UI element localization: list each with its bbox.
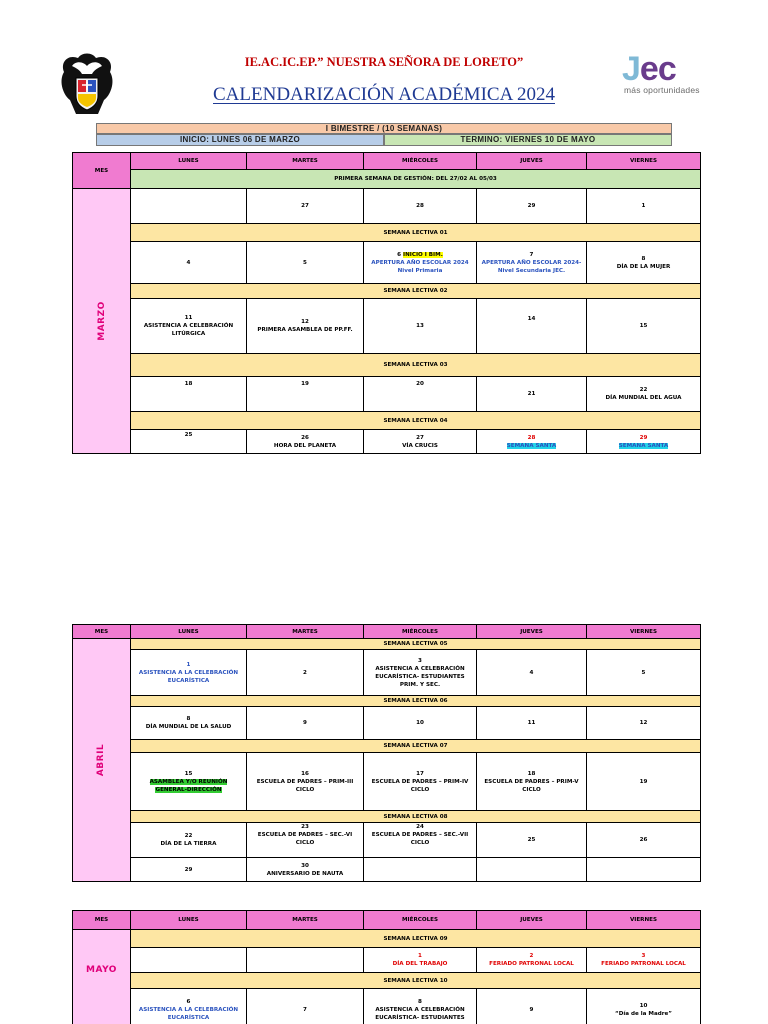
day-cell: 25: [477, 823, 587, 858]
day-cell: 19: [247, 377, 364, 412]
bimestre-title: I BIMESTRE / (10 SEMANAS): [96, 123, 672, 134]
day-cell-event: [247, 823, 364, 858]
day-cell: [131, 948, 247, 973]
day-cell: [477, 858, 587, 882]
document-header: [0, 0, 768, 120]
event-text: ESCUELA DE PADRES – PRIM-IV CICLO: [371, 778, 469, 793]
day-cell-event: [587, 377, 701, 412]
event-text: ANIVERSARIO DE NAUTA: [266, 870, 344, 877]
day-number: 16: [301, 770, 309, 777]
month-cell-marzo: [73, 189, 131, 454]
day-cell-event: [247, 858, 364, 882]
semana-row: SEMANA LECTIVA 03: [131, 354, 701, 377]
day-cell-event: [477, 242, 587, 284]
semana-row: SEMANA LECTIVA 01: [131, 224, 701, 242]
day-number: 11: [184, 315, 193, 321]
day-cell: 7: [247, 989, 364, 1024]
semana-row: SEMANA LECTIVA 04: [131, 412, 701, 430]
day-cell: 9: [247, 707, 364, 740]
day-cell-event: [131, 753, 247, 811]
bimestre-inicio: INICIO: LUNES 06 DE MARZO: [96, 134, 384, 146]
day-cell: [587, 858, 701, 882]
day-number: 8: [186, 716, 191, 722]
day-cell: 9: [477, 989, 587, 1024]
calendar-table-marzo: [72, 152, 701, 454]
month-label: MARZO: [96, 300, 107, 341]
day-cell: 2: [247, 650, 364, 696]
day-cell-event: [247, 753, 364, 811]
table-header-row: [73, 911, 701, 930]
day-cell: 1: [587, 189, 701, 224]
day-cell: [131, 189, 247, 224]
event-text: ASISTENCIA A CELEBRACIÓN EUCARÍSTICA- ESTUDIANTES: [375, 1006, 465, 1021]
gestion-row: PRIMERA SEMANA DE GESTIÓN: DEL 27/02 AL 05/03: [131, 170, 701, 189]
col-jueves: JUEVES: [477, 625, 587, 639]
col-lunes: LUNES: [131, 625, 247, 639]
calendar-table-mayo: [72, 910, 701, 1024]
day-cell: 4: [131, 242, 247, 284]
day-number: 28: [527, 434, 536, 441]
event-text: DÍA DE LA MUJER: [616, 263, 671, 270]
col-jueves: JUEVES: [477, 153, 587, 170]
day-cell-event: [364, 948, 477, 973]
day-number: 17: [416, 770, 424, 777]
day-number: 29: [639, 434, 648, 441]
event-text: HORA DEL PLANETA: [273, 442, 337, 449]
day-number: 26: [301, 434, 309, 441]
semana-row: SEMANA LECTIVA 07: [131, 740, 701, 753]
day-cell: 27: [247, 189, 364, 224]
day-number: 23: [301, 824, 309, 830]
inicio-badge: INICIO I BIM.: [403, 251, 443, 258]
day-cell-event: [131, 299, 247, 354]
day-cell-event: [131, 823, 247, 858]
day-number: 3: [641, 953, 646, 959]
table-header-row: [73, 153, 701, 170]
event-text: APERTURA AÑO ESCOLAR 2024-Nivel Secundaria JEC.: [481, 259, 582, 274]
day-number: 12: [301, 319, 309, 325]
day-cell: 5: [247, 242, 364, 284]
day-cell-event: [364, 989, 477, 1024]
month-label: MAYO: [86, 965, 117, 975]
event-text: ESCUELA DE PADRES – PRIM-III CICLO: [256, 778, 354, 793]
event-text: ESCUELA DE PADRES – SEC.-VI CICLO: [257, 832, 353, 846]
jec-logo: [618, 50, 740, 96]
month-cell-mayo: [73, 930, 131, 1024]
day-cell: 14: [477, 299, 587, 354]
page-title: CALENDARIZACIÓN ACADÉMICA 2024: [213, 84, 555, 105]
semana-santa-badge: SEMANA SANTA: [506, 442, 557, 449]
day-number: 22: [184, 833, 193, 839]
day-cell: 29: [131, 858, 247, 882]
col-mes: MES: [73, 625, 131, 639]
day-number: 15: [184, 770, 193, 777]
day-cell-event: [477, 753, 587, 811]
day-cell-event: [247, 299, 364, 354]
asamblea-badge: ASAMBLEA Y/O REUNIÓN GENERAL-DIRECCIÓN: [149, 778, 228, 793]
day-cell-event: [364, 823, 477, 858]
day-cell: 12: [587, 707, 701, 740]
semana-row: SEMANA LECTIVA 06: [131, 696, 701, 707]
day-cell: 4: [477, 650, 587, 696]
day-cell: 15: [587, 299, 701, 354]
day-cell-event: [477, 948, 587, 973]
day-cell: 10: [364, 707, 477, 740]
day-cell: 25: [131, 430, 247, 454]
day-number: 3: [418, 657, 422, 664]
day-cell: 20: [364, 377, 477, 412]
event-text: ESCUELA DE PADRES – SEC.-VII CICLO: [371, 832, 469, 846]
day-number: 30: [301, 862, 309, 869]
day-cell: 19: [587, 753, 701, 811]
col-martes: MARTES: [247, 911, 364, 930]
day-number: 27: [416, 434, 424, 441]
day-cell-event: [131, 650, 247, 696]
semana-row: SEMANA LECTIVA 09: [131, 930, 701, 948]
col-martes: MARTES: [247, 625, 364, 639]
col-miercoles: MIÉRCOLES: [364, 625, 477, 639]
school-name: IE.AC.IC.EP.” NUESTRA SEÑORA DE LORETO”: [244, 55, 524, 69]
day-cell: 21: [477, 377, 587, 412]
day-cell: 11: [477, 707, 587, 740]
day-cell: 28: [364, 189, 477, 224]
event-text: FERIADO PATRONAL LOCAL: [489, 961, 574, 967]
event-text: FERIADO PATRONAL LOCAL: [601, 961, 686, 967]
event-text: “Día de la Madre”: [615, 1010, 672, 1017]
month-label: ABRIL: [96, 743, 107, 776]
event-text: ASISTENCIA A CELEBRACIÓN LITÚRGICA: [143, 323, 234, 337]
col-martes: MARTES: [247, 153, 364, 170]
calendar-table-abril: [72, 624, 701, 882]
semana-santa-badge: SEMANA SANTA: [618, 442, 669, 449]
col-miercoles: MIÉRCOLES: [364, 153, 477, 170]
day-cell-event: [131, 989, 247, 1024]
col-jueves: JUEVES: [477, 911, 587, 930]
event-text: PRIMERA ASAMBLEA DE PP.FF.: [257, 327, 353, 333]
semana-row: SEMANA LECTIVA 10: [131, 973, 701, 989]
bimestre-termino: TERMINO: VIERNES 10 DE MAYO: [384, 134, 672, 146]
day-cell-event: [477, 430, 587, 454]
day-cell: 26: [587, 823, 701, 858]
event-text: ASISTENCIA A LA CELEBRACIÓN EUCARÍSTICA: [138, 669, 239, 684]
day-cell: 5: [587, 650, 701, 696]
event-text: DÍA DE LA TIERRA: [160, 841, 217, 847]
day-number: 6: [397, 251, 402, 258]
day-cell-event: [131, 707, 247, 740]
event-text: VÍA CRUCIS: [402, 442, 438, 449]
day-cell: [364, 858, 477, 882]
semana-row: SEMANA LECTIVA 05: [131, 639, 701, 650]
jec-logo-tagline: más oportunidades: [624, 85, 700, 95]
month-cell-abril: [73, 639, 131, 882]
day-cell-event: [587, 242, 701, 284]
day-cell: 18: [131, 377, 247, 412]
day-cell-event: [364, 753, 477, 811]
event-text: DÍA MUNDIAL DEL AGUA: [605, 395, 682, 401]
day-cell-event: [587, 430, 701, 454]
day-number: 10: [639, 1002, 648, 1009]
event-text: DÍA MUNDIAL DE LA SALUD: [145, 724, 232, 730]
col-lunes: LUNES: [131, 153, 247, 170]
col-viernes: VIERNES: [587, 625, 701, 639]
day-number: 7: [529, 251, 534, 258]
event-text: ESCUELA DE PADRES – PRIM-V CICLO: [484, 778, 579, 793]
day-number: 1: [186, 661, 191, 668]
day-cell-event: [364, 242, 477, 284]
day-number: 24: [416, 824, 424, 830]
event-text: DÍA DEL TRABAJO: [392, 961, 448, 967]
event-text: APERTURA AÑO ESCOLAR 2024: [371, 259, 469, 266]
day-number: 18: [527, 770, 536, 777]
col-viernes: VIERNES: [587, 911, 701, 930]
day-number: 2: [529, 953, 534, 959]
day-cell: 13: [364, 299, 477, 354]
day-number: 8: [418, 998, 422, 1005]
day-cell: [247, 948, 364, 973]
col-lunes: LUNES: [131, 911, 247, 930]
day-cell-event: [587, 948, 701, 973]
day-number: 6: [186, 998, 191, 1005]
day-cell-event: [247, 430, 364, 454]
day-number: 8: [641, 255, 646, 262]
col-miercoles: MIÉRCOLES: [364, 911, 477, 930]
day-number: 22: [639, 387, 648, 393]
event-text: Nivel Primaria: [397, 267, 443, 274]
semana-row: SEMANA LECTIVA 02: [131, 284, 701, 299]
table-header-row: [73, 625, 701, 639]
col-mes: MES: [73, 911, 131, 930]
col-viernes: VIERNES: [587, 153, 701, 170]
day-cell-event: [364, 430, 477, 454]
event-text: ASISTENCIA A LA CELEBRACIÓN EUCARÍSTICA: [138, 1006, 239, 1021]
col-mes: MES: [73, 153, 131, 189]
event-text: ASISTENCIA A CELEBRACIÓN EUCARÍSTICA- ESTUDIANTES PRIM. Y SEC.: [375, 665, 465, 688]
day-cell-event: [364, 650, 477, 696]
day-number: 1: [418, 953, 422, 959]
day-cell: 29: [477, 189, 587, 224]
semana-row: SEMANA LECTIVA 08: [131, 811, 701, 823]
jec-logo-word: Jec: [622, 50, 676, 88]
day-cell-event: [587, 989, 701, 1024]
